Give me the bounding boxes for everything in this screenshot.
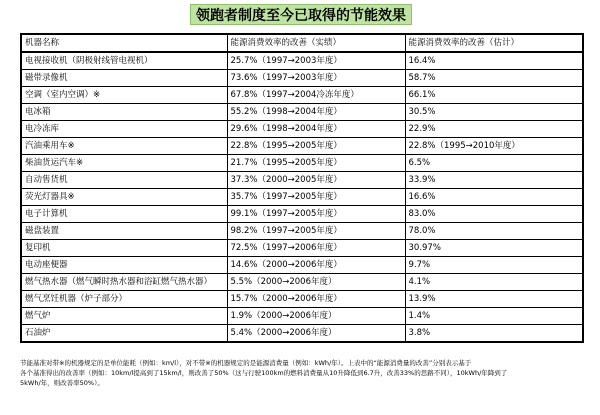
energy-efficiency-table xyxy=(20,33,584,343)
cell-actual-improvement: 72.5%（1997→2006年度） xyxy=(227,240,405,257)
cell-actual-improvement: 98.2%（1997→2005年度） xyxy=(227,223,405,240)
table-row xyxy=(21,274,583,291)
cell-device-name: 荧光灯器具※ xyxy=(21,189,227,206)
cell-device-name: 电冷冻库 xyxy=(21,121,227,138)
table-row xyxy=(21,70,583,87)
cell-device-name: 电动座便器 xyxy=(21,257,227,274)
table-header-row xyxy=(21,34,583,52)
cell-estimated-improvement: 33.9% xyxy=(405,172,583,189)
cell-estimated-improvement: 83.0% xyxy=(405,206,583,223)
cell-actual-improvement: 55.2%（1998→2004年度） xyxy=(227,104,405,121)
cell-estimated-improvement: 78.0% xyxy=(405,223,583,240)
cell-device-name: 燃气热水器（燃气瞬时热水器和浴缸燃气热水器） xyxy=(21,274,227,291)
page-title: 领跑者制度至今已取得的节能效果 xyxy=(190,4,412,25)
cell-estimated-improvement: 22.8%（1995→2010年度） xyxy=(405,138,583,155)
footnote-line: 各个基准得出的改善率（例如：10km/l提高到了15km/l，则改善了50%（这与行驶100km的燃料消费量从10升降低到6.7升，改善33%的思路不同），10kWh/年降到了 xyxy=(20,369,508,377)
footnote-line: 节能基准对带※的机器规定的是单位能耗（例如：km/l），对不带※的机器规定的是能源消费量（例如：kWh/年）。上表中的“能源消费量的改善”分别表示基于 xyxy=(20,359,472,367)
cell-actual-improvement: 29.6%（1998→2004年度） xyxy=(227,121,405,138)
footnote-line: 5kWh/年，则改善率50%）。 xyxy=(20,379,104,387)
table-row xyxy=(21,189,583,206)
table-row xyxy=(21,172,583,189)
cell-actual-improvement: 1.9%（2000→2006年度） xyxy=(227,308,405,325)
cell-device-name: 复印机 xyxy=(21,240,227,257)
cell-actual-improvement: 5.5%（2000→2006年度） xyxy=(227,274,405,291)
cell-device-name: 磁盘装置 xyxy=(21,223,227,240)
cell-actual-improvement: 67.8%（1997→2004冷冻年度） xyxy=(227,87,405,104)
cell-device-name: 电视接收机（阴极射线管电视机） xyxy=(21,52,227,70)
table-row xyxy=(21,121,583,138)
cell-actual-improvement: 35.7%（1997→2005年度） xyxy=(227,189,405,206)
table-row xyxy=(21,257,583,274)
cell-actual-improvement: 37.3%（2000→2005年度） xyxy=(227,172,405,189)
cell-device-name: 柴油货运汽车※ xyxy=(21,155,227,172)
cell-device-name: 石油炉 xyxy=(21,325,227,343)
cell-device-name: 汽油乘用车※ xyxy=(21,138,227,155)
table-body xyxy=(21,52,583,342)
cell-estimated-improvement: 58.7% xyxy=(405,70,583,87)
cell-estimated-improvement: 22.9% xyxy=(405,121,583,138)
cell-estimated-improvement: 9.7% xyxy=(405,257,583,274)
table-row xyxy=(21,206,583,223)
cell-device-name: 燃气烹饪机器（炉子部分） xyxy=(21,291,227,308)
table-row xyxy=(21,52,583,70)
cell-estimated-improvement: 6.5% xyxy=(405,155,583,172)
cell-device-name: 电冰箱 xyxy=(21,104,227,121)
table-row xyxy=(21,240,583,257)
cell-device-name: 燃气炉 xyxy=(21,308,227,325)
cell-actual-improvement: 99.1%（1997→2005年度） xyxy=(227,206,405,223)
cell-actual-improvement: 22.8%（1995→2005年度） xyxy=(227,138,405,155)
cell-actual-improvement: 73.6%（1997→2003年度） xyxy=(227,70,405,87)
table-row xyxy=(21,155,583,172)
column-header-device: 机器名称 xyxy=(21,34,227,52)
cell-device-name: 空调（室内空调）※ xyxy=(21,87,227,104)
column-header-estimate: 能源消费效率的改善（估计） xyxy=(405,34,583,52)
cell-actual-improvement: 5.4%（2000→2006年度） xyxy=(227,325,405,343)
cell-actual-improvement: 15.7%（2000→2006年度） xyxy=(227,291,405,308)
table-row xyxy=(21,138,583,155)
cell-estimated-improvement: 16.6% xyxy=(405,189,583,206)
table-row xyxy=(21,104,583,121)
cell-device-name: 磁带录像机 xyxy=(21,70,227,87)
cell-estimated-improvement: 16.4% xyxy=(405,52,583,70)
cell-estimated-improvement: 30.5% xyxy=(405,104,583,121)
cell-estimated-improvement: 66.1% xyxy=(405,87,583,104)
cell-device-name: 电子计算机 xyxy=(21,206,227,223)
cell-estimated-improvement: 1.4% xyxy=(405,308,583,325)
column-header-actual: 能源消费效率的改善（实绩） xyxy=(227,34,405,52)
table-row xyxy=(21,291,583,308)
cell-actual-improvement: 25.7%（1997→2003年度） xyxy=(227,52,405,70)
cell-estimated-improvement: 3.8% xyxy=(405,325,583,343)
table-row xyxy=(21,325,583,343)
table-row xyxy=(21,87,583,104)
cell-actual-improvement: 21.7%（1995→2005年度） xyxy=(227,155,405,172)
cell-device-name: 自动售货机 xyxy=(21,172,227,189)
table-row xyxy=(21,223,583,240)
cell-estimated-improvement: 13.9% xyxy=(405,291,583,308)
footnote xyxy=(20,358,585,388)
cell-actual-improvement: 14.6%（2000→2006年度） xyxy=(227,257,405,274)
cell-estimated-improvement: 30.97% xyxy=(405,240,583,257)
table-row xyxy=(21,308,583,325)
cell-estimated-improvement: 4.1% xyxy=(405,274,583,291)
